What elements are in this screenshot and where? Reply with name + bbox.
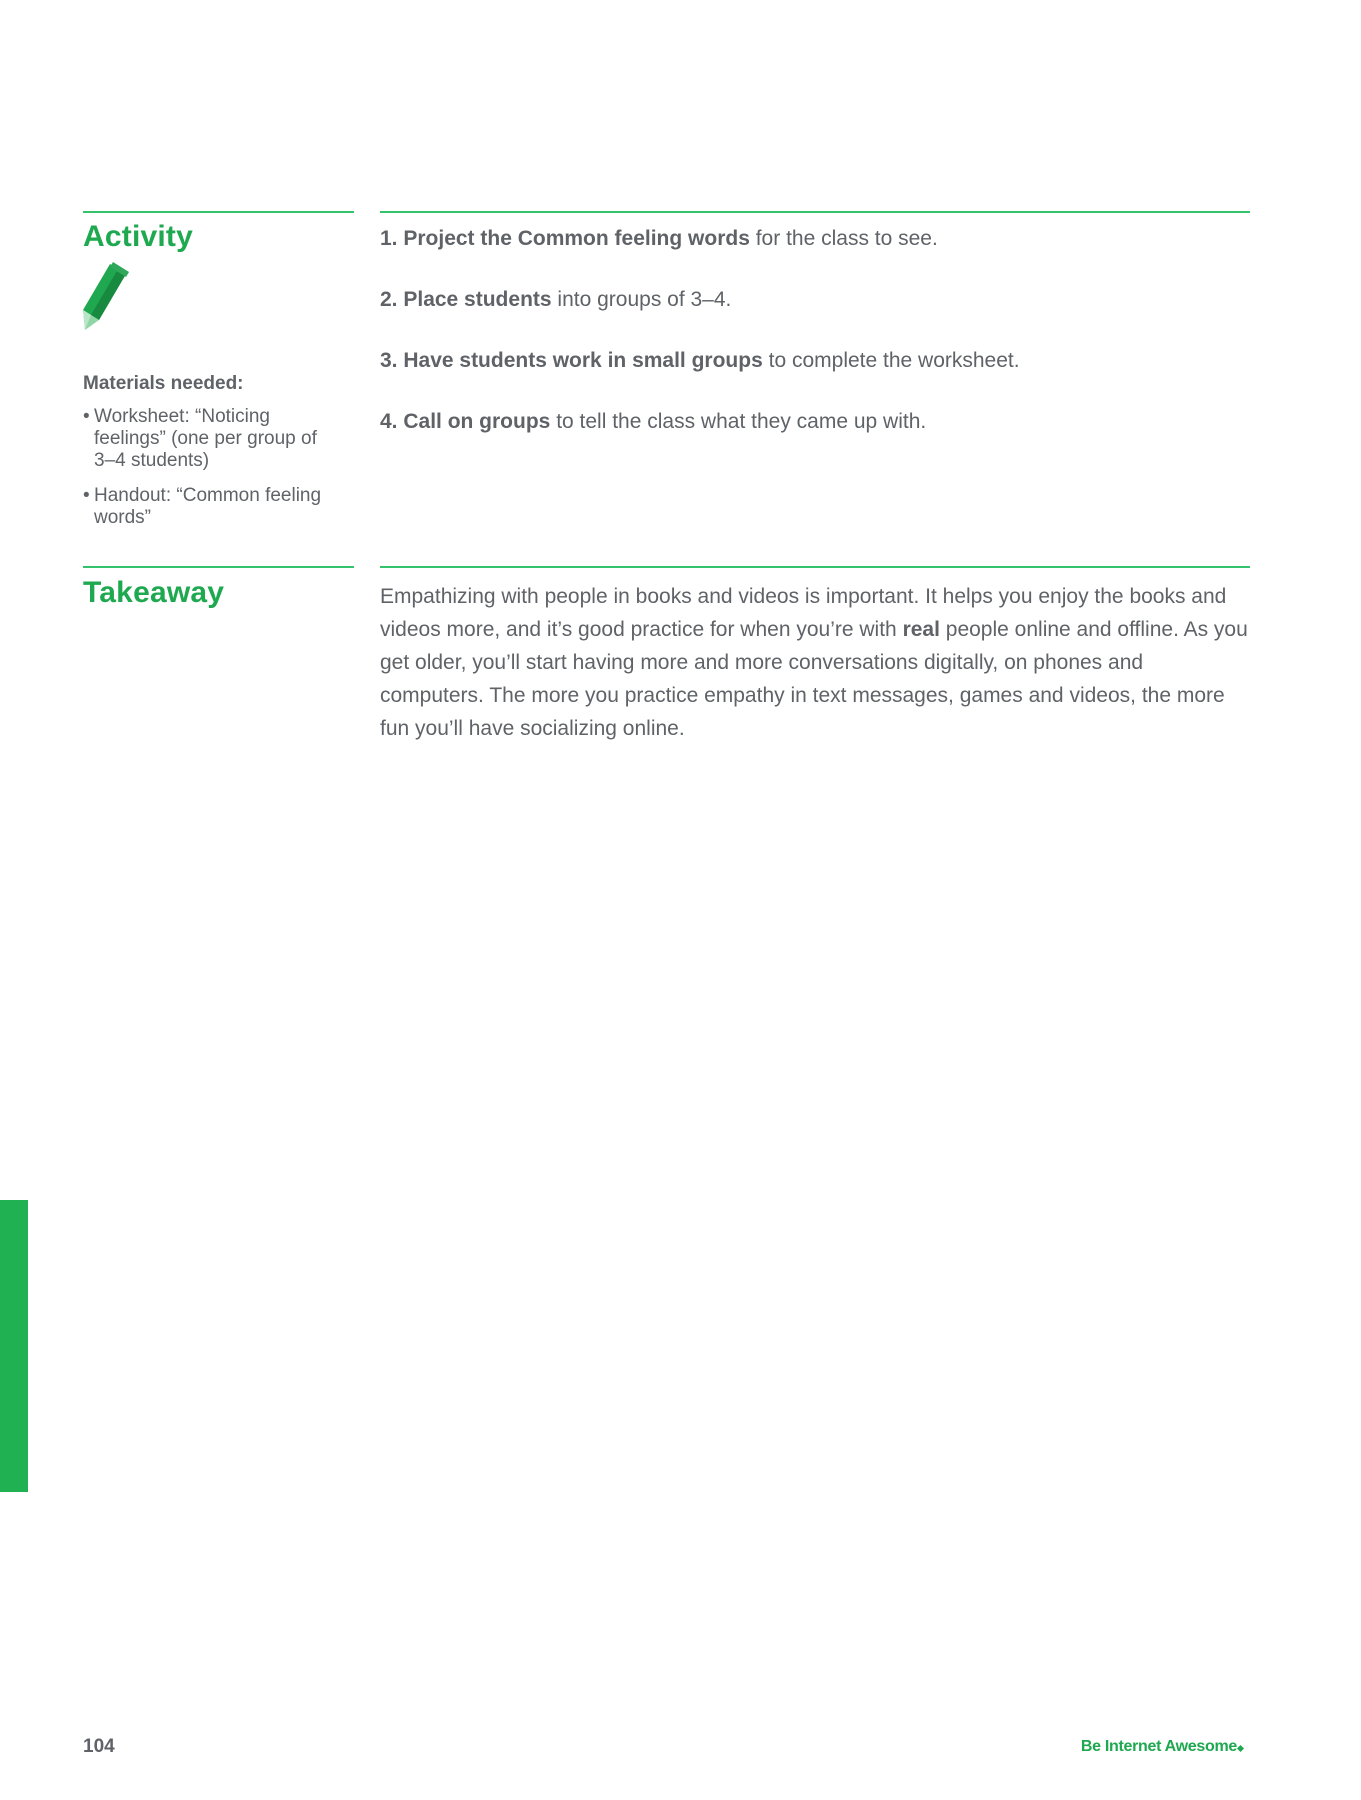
activity-step — [380, 407, 1250, 437]
takeaway-title: Takeaway — [83, 576, 225, 609]
materials-list — [83, 406, 323, 542]
step-text: to complete the worksheet. — [762, 349, 1020, 372]
materials-item-text: Handout: “Common feeling words” — [94, 485, 322, 528]
bullet: • — [83, 406, 90, 427]
takeaway-left-rule — [83, 566, 354, 568]
step-bold: 3. Have students work in small groups — [380, 349, 763, 372]
materials-label: Materials needed: — [83, 373, 244, 394]
takeaway-paragraph — [380, 580, 1250, 745]
brand-dot-icon — [1237, 1745, 1244, 1752]
takeaway-right-rule — [380, 566, 1250, 568]
takeaway-text-start: Empathizing with people in books and videos is important. It helps you enjoy the books and videos more, and it’s good practice for when you’re with — [380, 585, 1227, 641]
step-bold: 4. Call on groups — [380, 410, 551, 433]
activity-left-rule — [83, 211, 354, 213]
takeaway-text-end: people online and offline. As you get older, you’ll start having more and more conversations digitally, on phones and computers. The more you practice empathy in text messages, games and videos, the more fun you’ll have socializing online. — [380, 618, 1248, 740]
brand-logo — [1081, 1738, 1243, 1756]
activity-step — [380, 224, 1250, 254]
step-text: into groups of 3–4. — [551, 288, 732, 311]
pencil-icon — [80, 262, 132, 332]
bullet: • — [83, 485, 90, 506]
activity-right-rule — [380, 211, 1250, 213]
activity-title: Activity — [83, 220, 193, 253]
step-text: to tell the class what they came up with. — [550, 410, 927, 433]
activity-steps — [380, 224, 1250, 468]
materials-item — [83, 485, 323, 529]
step-bold: 2. Place students — [380, 288, 552, 311]
takeaway-text-bold: real — [902, 618, 940, 641]
materials-item — [83, 406, 323, 472]
activity-step — [380, 346, 1250, 376]
materials-item-text: Worksheet: “Noticing feelings” (one per group of 3–4 students) — [94, 406, 317, 471]
activity-step — [380, 285, 1250, 315]
step-text: for the class to see. — [749, 227, 938, 250]
side-bar — [0, 1200, 28, 1492]
brand-text: Be Internet Awesome — [1080, 1738, 1237, 1755]
step-bold: 1. Project the Common feeling words — [380, 227, 750, 250]
page-number: 104 — [83, 1736, 115, 1757]
